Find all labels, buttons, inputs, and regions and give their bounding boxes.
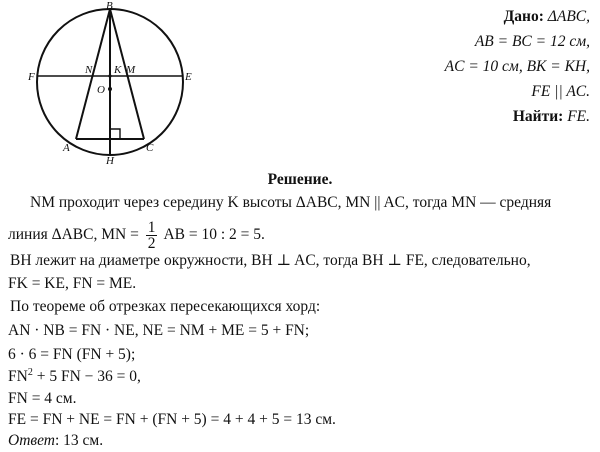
given-line-1: Дано: ΔABC, <box>503 8 590 25</box>
given-line-2: AB = BC = 12 см, <box>474 33 590 50</box>
equation-5: FE = FN + NE = FN + (FN + 5) = 4 + 4 + 5 = 13 см. <box>8 411 336 428</box>
solution-p2-line2: FK = KE, FN = ME. <box>8 275 137 292</box>
label-e: E <box>185 71 192 83</box>
label-o: O <box>97 84 105 96</box>
label-h: H <box>106 155 114 165</box>
point-k-dot <box>108 74 111 77</box>
label-n: N <box>85 64 93 76</box>
p1-line2-start: линия ΔABC, MN = <box>8 226 139 244</box>
answer-line: Ответ: 13 см. <box>8 432 104 449</box>
fraction-denominator: 2 <box>147 235 156 252</box>
given-triangle: ΔABC, <box>547 8 590 25</box>
label-a: A <box>63 142 70 154</box>
equation-1: AN · NB = FN · NE, NE = NM + ME = 5 + FN; <box>8 322 310 339</box>
solution-p3: По теореме об отрезках пересекающихся хорд: <box>10 298 321 315</box>
find-line: Найти: FE. <box>512 108 590 125</box>
geometry-figure <box>22 0 198 165</box>
solution-p1-line2 <box>8 220 265 251</box>
answer-label: Ответ <box>8 432 55 449</box>
given-label: Дано <box>503 8 539 25</box>
equation-4: FN = 4 см. <box>8 390 77 407</box>
equation-3 <box>8 367 141 386</box>
fraction-numerator: 1 <box>147 219 156 236</box>
label-f: F <box>28 71 35 83</box>
label-c: C <box>146 142 154 154</box>
solution-title: Решение. <box>267 171 333 188</box>
solution-p1-line1: NM проходит через середину K высоты ΔABC, MN || AC, тогда MN — средняя <box>30 194 552 211</box>
eq3-exponent: 2 <box>27 367 33 378</box>
solution-p2-line1: BH лежит на диаметре окружности, BH ⊥ AC, тогда BH ⊥ FE, следовательно, <box>10 252 531 269</box>
right-angle-mark <box>110 129 120 139</box>
find-label: Найти <box>512 108 559 125</box>
eq3-fn: FN <box>8 368 28 386</box>
side-ab <box>76 9 110 139</box>
equation-2: 6 · 6 = FN (FN + 5); <box>8 346 136 363</box>
label-m: M <box>126 64 136 76</box>
point-o-dot <box>108 87 112 91</box>
answer-value: 13 см. <box>63 432 104 449</box>
find-value: FE. <box>567 108 590 125</box>
fraction-one-half <box>146 220 158 251</box>
label-k: K <box>114 64 122 76</box>
p1-line2-end: AB = 10 : 2 = 5. <box>163 226 265 244</box>
eq3-rest: + 5 FN − 36 = 0, <box>32 368 141 386</box>
given-line-4: FE || AC. <box>531 83 590 100</box>
label-b: B <box>106 0 113 12</box>
given-line-3: AC = 10 см, BK = KH, <box>444 58 590 75</box>
